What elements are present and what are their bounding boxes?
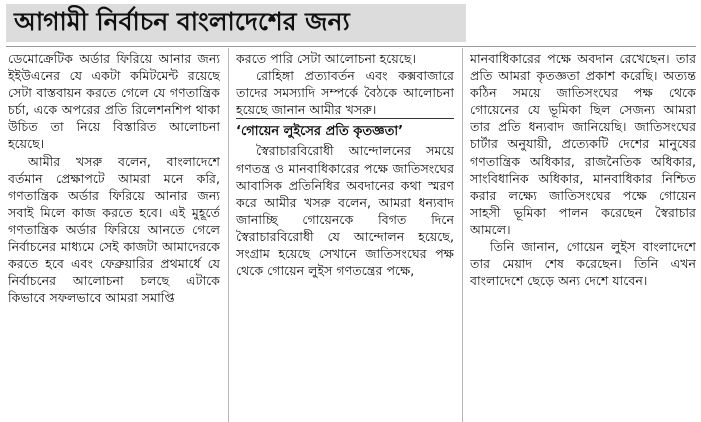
paragraph: রোহিঙ্গা প্রত্যাবর্তন এবং কক্সবাজারে তাদের সমস্যাদি সম্পর্কে বৈঠকে আলোচনা হয়েছে জানান আমীর খসরু।: [236, 68, 454, 118]
article-headline: আগামী নির্বাচন বাংলাদেশের জন্য: [14, 7, 350, 36]
paragraph: করতে পারি সেটা আলোচনা হয়েছে।: [236, 51, 416, 66]
subheading: ‘গোয়েন লুইসের প্রতি কৃতজ্ঞতা’: [236, 124, 404, 140]
paragraph: মানবাধিকারের পক্ষে অবদান রেখেছেন। তার প্রতি আমরা কৃতজ্ঞতা প্রকাশ করেছি। অত্যন্ত কঠিন সময়ে জাতিসংঘের পক্ষ থেকে গোয়েনের যে ভূমিকা ছিল সেজন্য আমরা তার প্রতি ধন্যবাদ জানিয়েছি। জাতিসংঘের চার্টার অনুযায়ী, প্রত্যেকটি দেশের মানুষের গণতান্ত্রিক অধিকার, রাজনৈতিক অধিকার, সাংবিধানিক অধিকার, মানবাধিকার নিশ্চিত করার লক্ষ্যে জাতিসংঘের পক্ষে গোয়েন সাহসী ভূমিকা পালন করেছেন স্বৈরাচার আমলে।: [470, 51, 696, 237]
headline-divider: [6, 46, 696, 47]
article-column-2: [236, 50, 454, 422]
column-divider: [462, 48, 463, 422]
column-divider: [228, 48, 229, 422]
paragraph: আমীর খসরু বলেন, বাংলাদেশে বর্তমান প্রেক্ষাপটে আমরা মনে করি, গণতান্ত্রিক অর্ডার ফিরিয়ে আনার জন্য সবাই মিলে কাজ করতে হবে। এই মুহূর্তে গণতান্ত্রিক অর্ডার ফিরিয়ে আনতে গেলে নির্বাচনের মাধ্যমে সেই কাজটা আমাদেরকে করতে হবে এবং ফেব্রুয়ারির প্রথমার্ধে যে নির্বাচনের আলোচনা চলছে এটাকে কিভাবে সফলভাবে আমরা সমাপ্তি: [8, 153, 220, 306]
article-column-1: [8, 50, 220, 422]
paragraph: স্বৈরাচারবিরোধী আন্দোলনের সময়ে গণতন্ত্র ও মানবাধিকারের পক্ষে জাতিসংঘের আবাসিক প্রতিনিধির অবদানের কথা স্মরণ করে আমীর খসরু বলেন, আমরা ধন্যবাদ জানাচ্ছি গোয়েনকে বিগত দিনে স্বৈরাচারবিরোধী যে আন্দোলন হয়েছে, সংগ্রাম হয়েছে সেখানে জাতিসংঘের পক্ষ থেকে গোয়েন লুইস গণতন্ত্রের পক্ষে,: [236, 143, 454, 279]
paragraph: তিনি জানান, গোয়েন লুইস বাংলাদেশে তার মেয়াদ শেষ করেছেন। তিনি এখন বাংলাদেশে ছেড়ে অন্য দেশে যাবেন।: [470, 239, 696, 289]
subheading-rule: [236, 118, 454, 119]
paragraph: ডেমোক্রেটিক অর্ডার ফিরিয়ে আনার জন্য ইইউএনের যে একটা কমিটমেন্ট রয়েছে সেটা বাস্তবায়ন করতে গেলে যে গণতান্ত্রিক চর্চা, একে অপরের প্রতি রিলেশনশিপ থাকা উচিত তা নিয়ে বিস্তারিত আলোচনা হয়েছে।: [8, 51, 220, 152]
article-column-3: [470, 50, 696, 422]
